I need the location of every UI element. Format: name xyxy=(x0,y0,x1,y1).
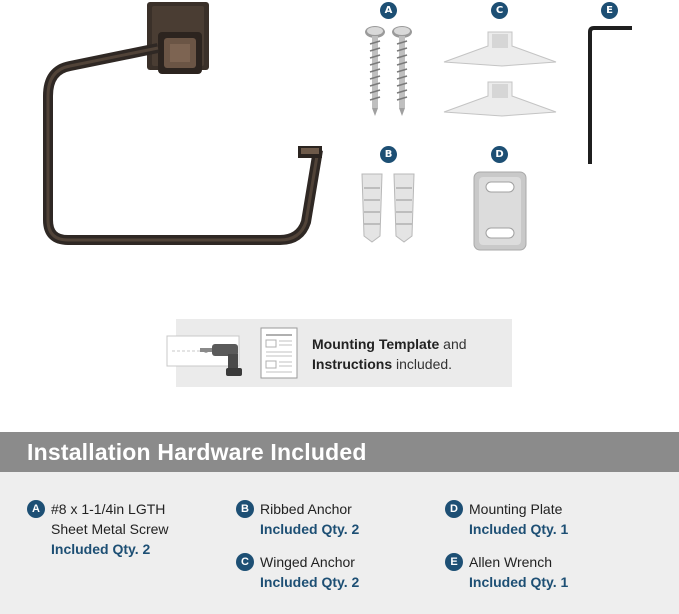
part-badge-d: D xyxy=(491,146,508,163)
legend-item-c xyxy=(260,552,359,592)
part-badge-a: A xyxy=(380,2,397,19)
legend-badge-a: A xyxy=(27,500,45,518)
template-banner-text xyxy=(312,334,512,374)
legend-item-a-qty: Included Qty. 2 xyxy=(51,541,151,557)
legend-item-e-qty: Included Qty. 1 xyxy=(469,574,569,590)
part-badge-e: E xyxy=(601,2,618,19)
legend-item-e-name: Allen Wrench xyxy=(469,554,553,570)
legend-item-e xyxy=(469,552,568,592)
legend-item-a-name: #8 x 1-1/4in LGTH xyxy=(51,501,166,517)
legend-item-a xyxy=(51,499,169,559)
legend-badge-b: B xyxy=(236,500,254,518)
ribbed-anchor-image xyxy=(356,170,422,244)
legend-badge-e: E xyxy=(445,553,463,571)
legend-item-c-qty: Included Qty. 2 xyxy=(260,574,360,590)
legend-item-b-name: Ribbed Anchor xyxy=(260,501,352,517)
legend-item-d xyxy=(469,499,568,539)
winged-anchor-image xyxy=(440,26,560,118)
legend-item-b-qty: Included Qty. 2 xyxy=(260,521,360,537)
legend-item-d-qty: Included Qty. 1 xyxy=(469,521,569,537)
mounting-plate-image xyxy=(472,170,528,252)
legend-badge-d: D xyxy=(445,500,463,518)
legend-item-a-name-2: Sheet Metal Screw xyxy=(51,521,169,537)
screw-a-image xyxy=(358,24,418,118)
legend-item-b xyxy=(260,499,359,539)
legend-item-c-name: Winged Anchor xyxy=(260,554,355,570)
allen-wrench-image xyxy=(580,22,640,168)
instructions-label-rest: included. xyxy=(392,356,453,372)
legend-item-d-name: Mounting Plate xyxy=(469,501,563,517)
hardware-header-title: Installation Hardware Included xyxy=(27,439,367,465)
towel-ring-image xyxy=(30,0,330,250)
instructions-document-icon xyxy=(260,327,298,379)
part-badge-c: C xyxy=(491,2,508,19)
template-label: Mounting Template xyxy=(312,336,440,352)
legend-badge-c: C xyxy=(236,553,254,571)
drill-template-icon xyxy=(166,332,252,378)
template-label-rest: and xyxy=(439,336,467,352)
part-badge-b: B xyxy=(380,146,397,163)
instructions-label: Instructions xyxy=(312,356,393,372)
